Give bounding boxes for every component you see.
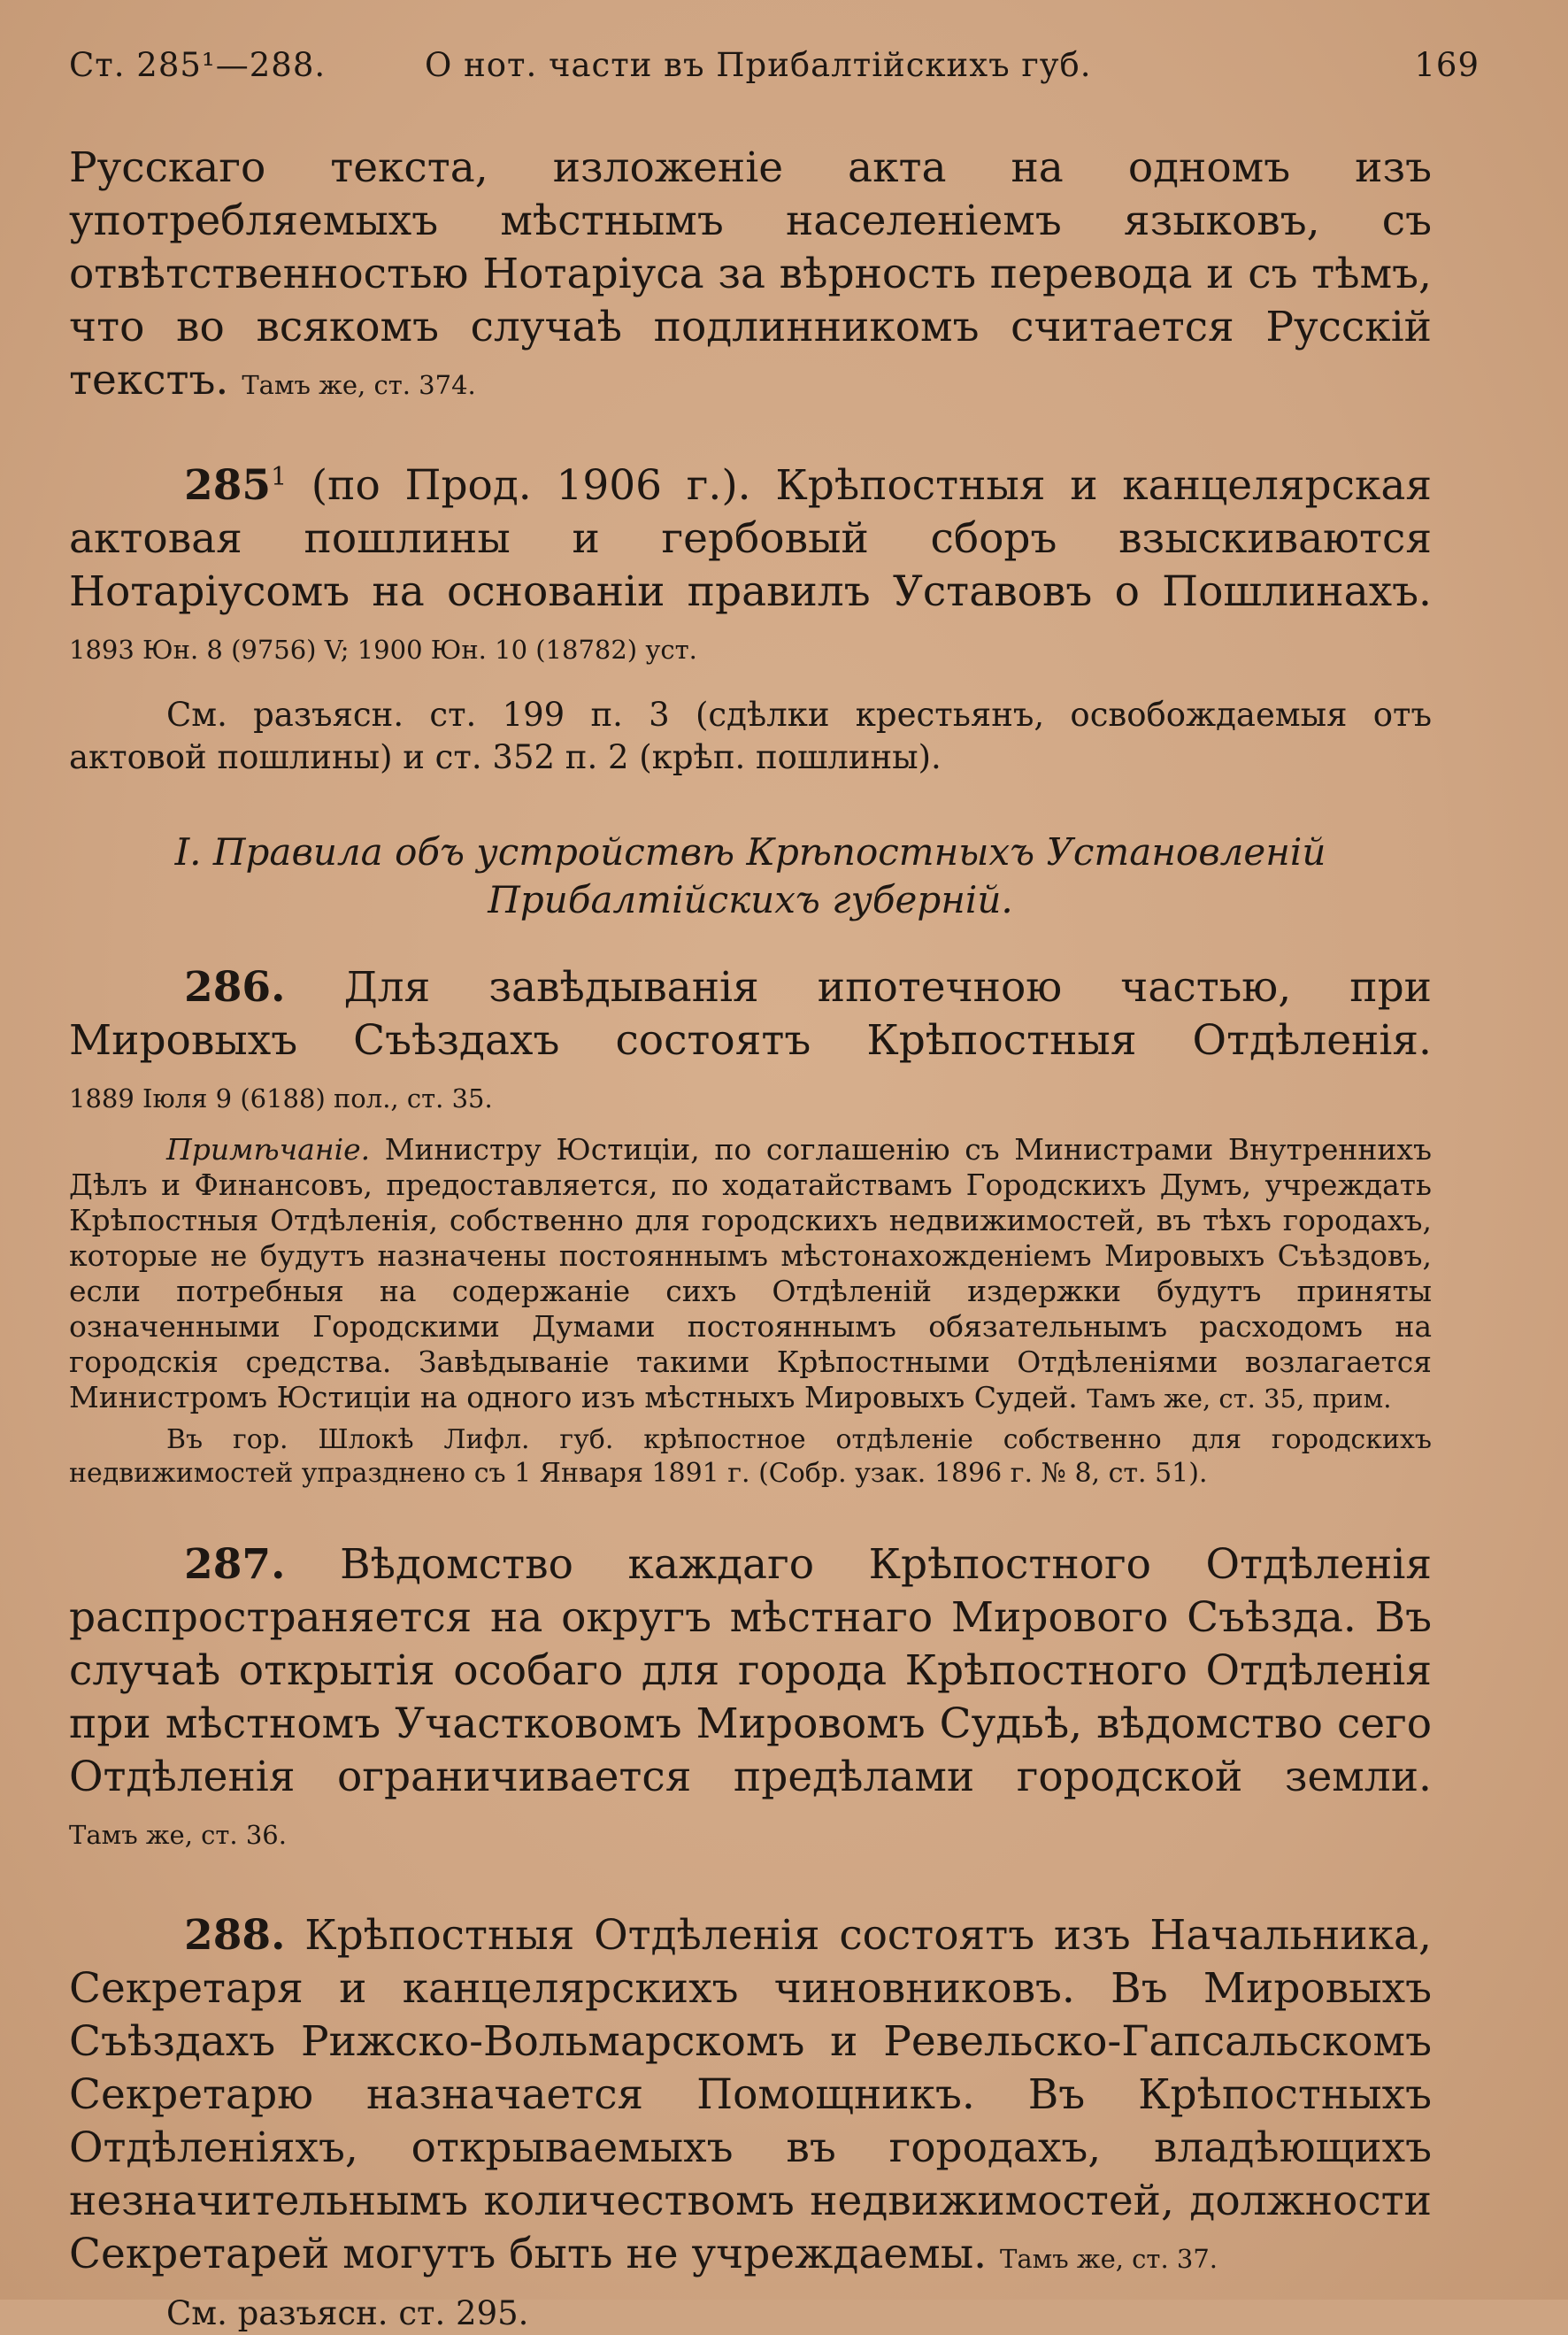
article-288-text: Крѣпостныя Отдѣленія состоятъ изъ Начальника, Секретаря и канцелярскихъ чиновниковъ. Въ Мировыхъ Съѣздахъ Рижско-Вольмарскомъ и Ревельско-Гапсальскомъ Секретарю назначается Помощникъ. Въ Крѣпостныхъ Отдѣленіяхъ, открываемыхъ въ городахъ, владѣющихъ незначительнымъ количествомъ недвижимостей, должности Секретарей могутъ быть не учреждаемы. [69,1911,1432,2278]
article-286 [69,961,1432,1125]
article-286-remark: Въ гор. Шлокѣ Лифл. губ. крѣпостное отдѣленіе собственно для городскихъ недвижимостей упразднено съ 1 Января 1891 г. (Собр. узак. 1896 г. № 8, ст. 51). [69,1424,1432,1489]
article-285-see: См. разъясн. ст. 199 п. 3 (сдѣлки крестьянъ, освобождаемыя отъ актовой пошлины) и ст. 352 п. 2 (крѣп. пошлины). [69,696,1432,776]
article-285-citation: 1893 Юн. 8 (9756) V; 1900 Юн. 10 (18782) уст. [69,635,697,665]
article-286-text: Для завѣдыванія ипотечною частью, при Мировыхъ Съѣздахъ состоятъ Крѣпостныя Отдѣленія. [69,963,1432,1065]
note-text: Министру Юстиціи, по соглашенію съ Министрами Внутреннихъ Дѣлъ и Финансовъ, предоставляется, по ходатайствамъ Городскихъ Думъ, учреждать Крѣпостныя Отдѣленія, собственно для городскихъ недвижимостей, въ тѣхъ городахъ, которые не будутъ назначены постояннымъ мѣстонахожденіемъ Мировыхъ Съѣздовъ, если потребныя на содержаніе сихъ Отдѣленій издержки будутъ приняты означенными Городскими Думами постояннымъ обязательнымъ расходомъ на городскія средства. Завѣдываніе такими Крѣпостными Отдѣленіями возлагается Министромъ Юстиціи на одного изъ мѣстныхъ Мировыхъ Судей. [69,1132,1433,1414]
article-285-text: (по Прод. 1906 г.). Крѣпостныя и канцелярская актовая пошлины и гербовый сборъ взыскиваются Нотаріусомъ на основаніи правилъ Уставовъ о Пошлинахъ. [69,461,1432,616]
article-287-citation: Тамъ же, ст. 36. [69,1820,287,1850]
section-heading: I. Правила объ устройствѣ Крѣпостныхъ Установленій Прибалтійскихъ губерній. [174,830,1326,921]
article-288-number: 288. [184,1911,286,1960]
article-286-note [69,1132,1432,1416]
running-header [69,46,1480,99]
note-label: Примѣчаніе. [166,1132,371,1167]
note-citation: Тамъ же, ст. 35, прим. [1087,1383,1392,1414]
article-285-number: 285 [184,461,272,510]
article-288-see: См. разъясн. ст. 295. [166,2294,529,2332]
article-285 [69,459,1432,676]
article-286-number: 286. [184,963,286,1012]
article-288 [69,1909,1432,2285]
continuation-paragraph [69,142,1432,412]
article-288-citation: Тамъ же, ст. 37. [1000,2244,1218,2274]
continuation-citation: Тамъ же, ст. 374. [242,370,476,400]
page-body [69,142,1432,2335]
continuation-text: Русскаго текста, изложеніе акта на одномъ изъ употребляемыхъ мѣстнымъ населеніемъ языковъ, съ отвѣтственностью Нотаріуса за вѣрность перевода и съ тѣмъ, что во всякомъ случаѣ подлинникомъ считается Русскій текстъ. [69,143,1432,405]
page-number: 169 [1414,46,1480,84]
article-286-citation: 1889 Іюля 9 (6188) пол., ст. 35. [69,1083,493,1114]
article-287-text: Вѣдомство каждаго Крѣпостного Отдѣленія распространяется на округъ мѣстнаго Мирового Съѣзда. Въ случаѣ открытія особаго для города Крѣпостного Отдѣленія при мѣстномъ Участковомъ Мировомъ Судьѣ, вѣдомство сего Отдѣленія ограничивается предѣлами городской земли. [69,1540,1432,1801]
header-articles: Ст. 285¹—288. [69,46,327,84]
header-title: О нот. части въ Прибалтійскихъ губ. [425,46,1092,84]
article-287 [69,1538,1432,1861]
article-285-sup: 1 [271,461,288,491]
article-287-number: 287. [184,1540,286,1589]
